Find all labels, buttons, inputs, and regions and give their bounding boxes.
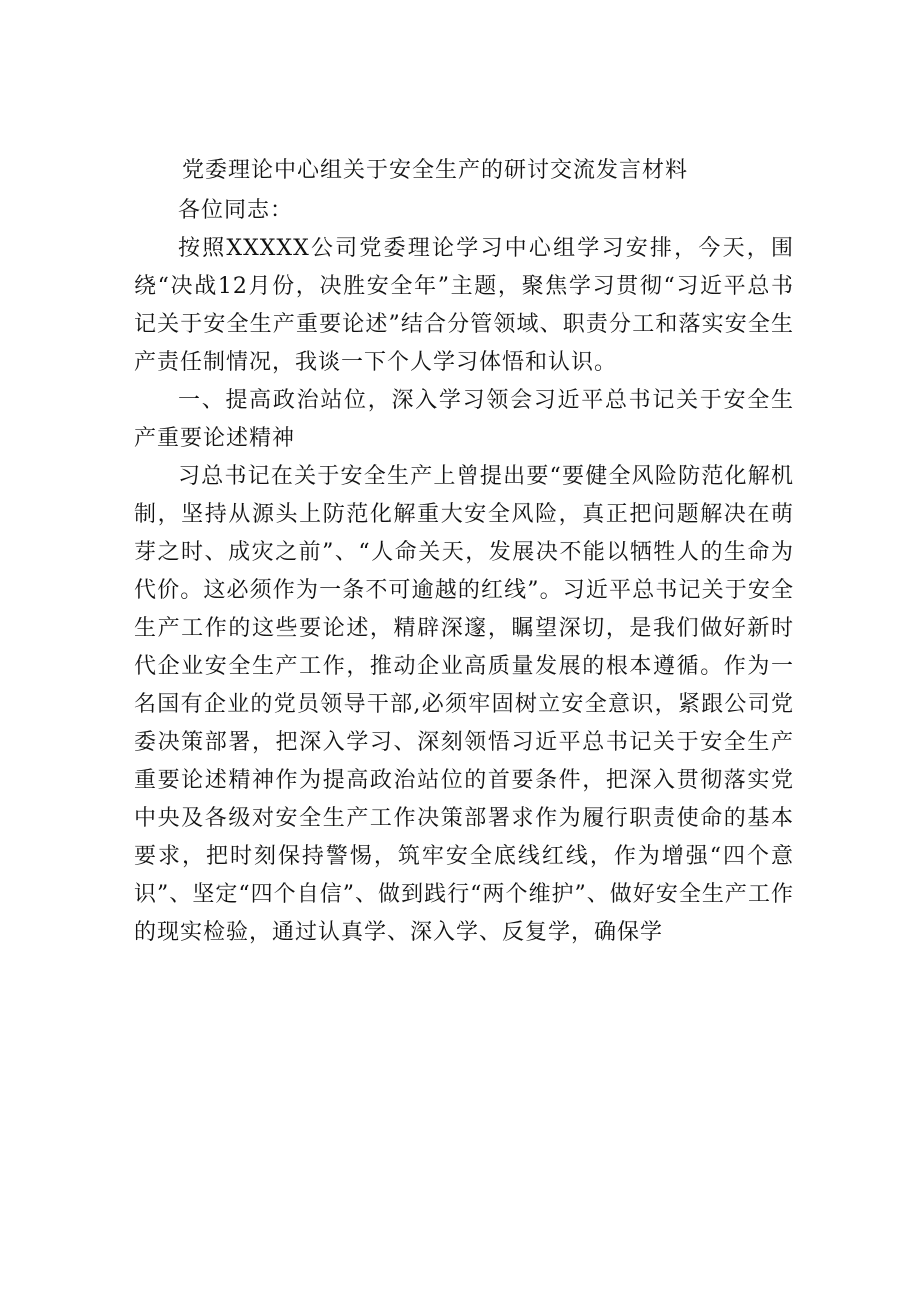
body-paragraph: 习总书记在关于安全生产上曾提出要“要健全风险防范化解机制，坚持从源头上防范化解重大安全风险，真正把问题解决在萌芽之时、成灾之前”、“人命关天，发展决不能以牺牲人的生命为代价。这必须作为一条不可逾越的红线”。习近平总书记关于安全生产工作的这些要论述，精辟深邃，瞩望深切，是我们做好新时代企业安全生产工作，推动企业高质量发展的根本遵循。作为一名国有企业的党员领导干部,必须牢固树立安全意识，紧跟公司党委决策部署，把深入学习、深刻领悟习近平总书记关于安全生产重要论述精神作为提高政治站位的首要条件，把深入贯彻落实党中央及各级对安全生产工作决策部署求作为履行职责使命的基本要求，把时刻保持警惕，筑牢安全底线红线，作为增强“四个意识”、坚定“四个自信”、做到践行“两个维护”、做好安全生产工作的现实检验，通过认真学、深入学、反复学，确保学 bbox=[134, 464, 794, 945]
document-title: 党委理论中心组关于安全生产的研讨交流发言材料 bbox=[182, 158, 689, 183]
section-heading-1: 一、提高政治站位，深入学习领会习近平总书记关于安全生产重要论述精神 bbox=[134, 388, 794, 451]
intro-paragraph: 按照XXXXX公司党委理论学习中心组学习安排，今天，围绕“决战12月份，决胜安全年”主题，聚焦学习贯彻“习近平总书记关于安全生产重要论述”结合分管领域、职责分工和落实安全生产责任制情况，我谈一下个人学习体悟和认识。 bbox=[134, 236, 794, 375]
salutation-paragraph: 各位同志： bbox=[178, 198, 294, 223]
document-body bbox=[134, 192, 794, 952]
